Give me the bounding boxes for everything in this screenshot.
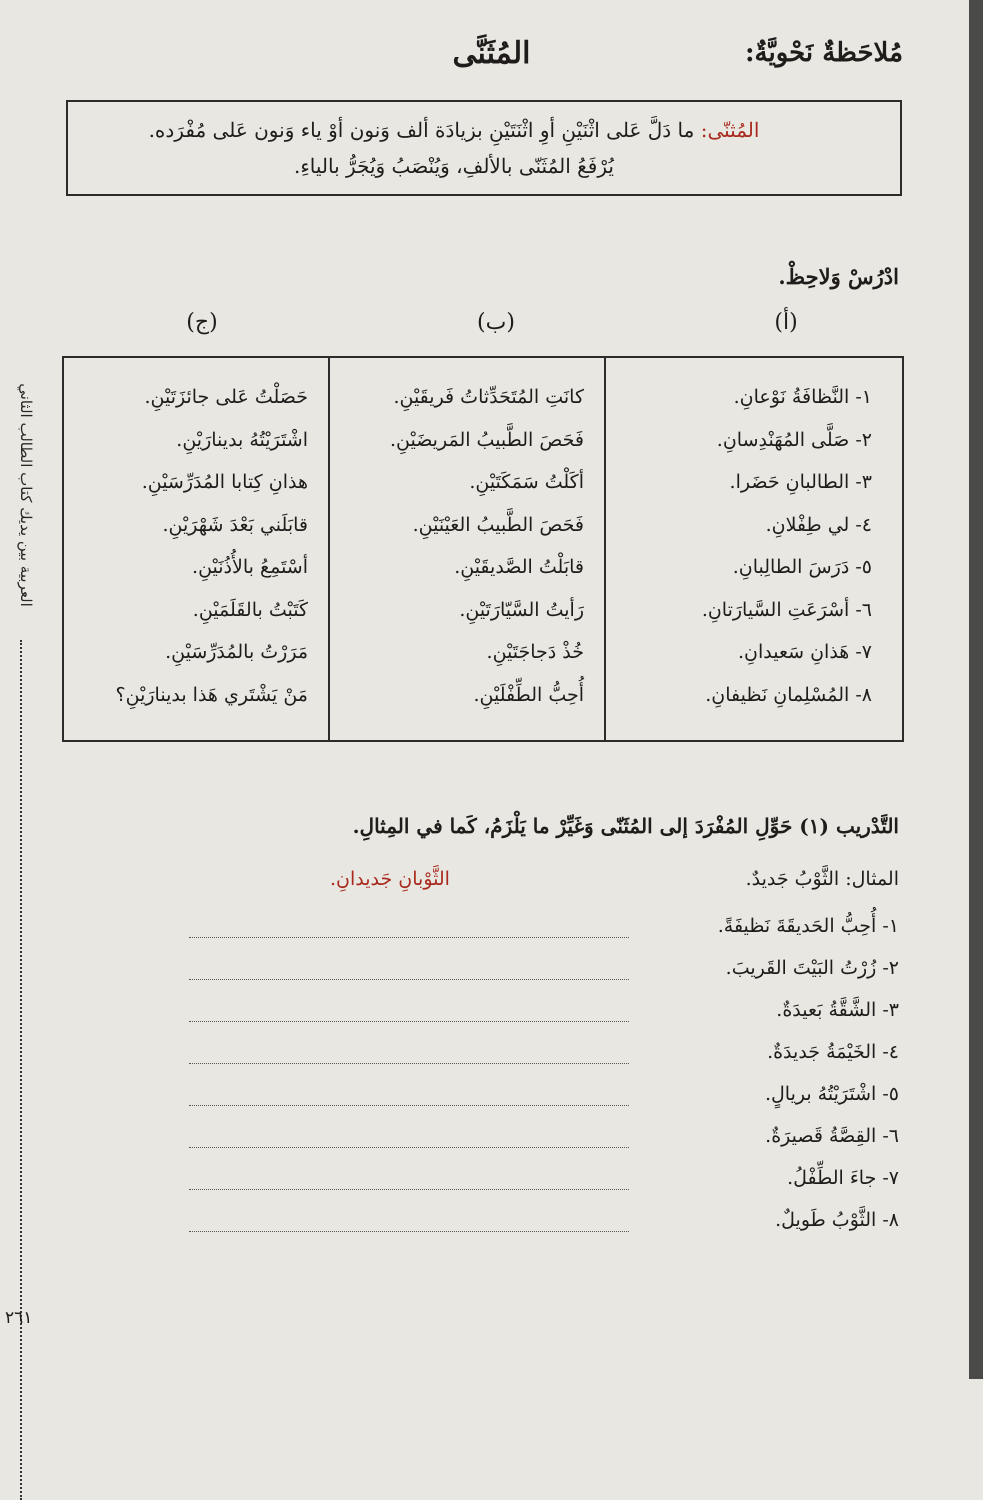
list-item: أكَلْتُ سَمَكَتَيْنِ. (469, 471, 584, 493)
column-c-header: (ج) (186, 310, 218, 335)
list-item: مَرَرْتُ بالمُدَرِّسَيْنِ. (165, 641, 308, 663)
list-item: ٤- لي طِفْلانِ. (765, 513, 872, 536)
answer-line[interactable] (189, 1167, 629, 1190)
list-item: كَتَبْتُ بالقَلَمَيْنِ. (192, 598, 308, 621)
side-strip (0, 220, 42, 1300)
study-label: ادْرُسْ وَلاحِظْ. (778, 264, 899, 289)
example-answer: الثَّوْبانِ جَديدانِ. (330, 868, 450, 890)
list-item: ٧- هَذانِ سَعيدانِ. (737, 641, 872, 663)
list-item: ٢- صَلَّى المُهَنْدِسانِ. (716, 428, 872, 451)
rule-line-1 (88, 112, 820, 148)
exercise-row (159, 906, 899, 946)
column-b-header: (ب) (477, 310, 515, 335)
exercise-item: ٧- جاءَ الطِّفْلُ. (787, 1167, 899, 1189)
list-item: اشْتَرَيْتُهُ بدينارَيْنِ. (176, 428, 308, 451)
rule-line-2: يُرْفَعُ المُثَنّى بالألفِ، وَيُنْصَبُ وَيُجَرُّ بالياءِ. (294, 154, 614, 178)
rule-term: المُثنّى: (700, 118, 760, 142)
list-item: أسْتَمِعُ بالأُذُنَيْنِ. (192, 556, 308, 578)
exercise-row (159, 1158, 899, 1198)
list-item: كانَتِ المُتَحَدِّثاتُ فَريقَيْنِ. (393, 386, 584, 408)
column-a (606, 358, 902, 740)
examples-table (62, 356, 904, 742)
exercise-item: ٨- الثَّوْبُ طَويلٌ. (775, 1209, 899, 1231)
list-item: خُذْ دَجاجَتَيْنِ. (486, 641, 584, 663)
list-item: حَصَلْتُ عَلى جائزَتَيْنِ. (144, 386, 308, 408)
list-item: ٣- الطالبانِ حَضَرا. (729, 471, 872, 493)
list-item: ٥- دَرَسَ الطالِبانِ. (732, 556, 872, 578)
list-item: ٨- المُسْلِمانِ نَظيفانِ. (705, 683, 872, 706)
exercise-title: التَّدْريب (١) حَوِّلِ المُفْرَدَ إلى المُثَنّى وَغَيِّرْ ما يَلْزَمُ، كَما في المِثالِ. (352, 814, 899, 838)
list-item: قابَلْتُ الصَّديقَيْنِ. (454, 556, 584, 578)
list-item: ١- النَّظافَةُ نَوْعانِ. (733, 386, 872, 408)
answer-line[interactable] (189, 1125, 629, 1148)
exercise-item: ١- أُحِبُّ الحَديقَةَ نَظيفَةً. (717, 915, 899, 937)
answer-line[interactable] (189, 915, 629, 938)
list-item: هذانِ كِتابا المُدَرِّسَيْنِ. (141, 471, 308, 493)
exercise-row (159, 990, 899, 1030)
column-c (64, 358, 330, 740)
answer-line[interactable] (189, 1041, 629, 1064)
list-item: أُحِبُّ الطِّفْلَيْنِ. (473, 683, 584, 706)
side-divider (20, 640, 22, 1500)
grammar-note-label: مُلاحَظةٌ نَحْويَّةٌ: (744, 38, 903, 68)
page-title: المُثَنَّى (452, 36, 531, 71)
list-item: فَحَصَ الطَّبيبُ المَريضَيْنِ. (389, 428, 584, 451)
page-number: ٢٦١ (5, 1308, 33, 1328)
exercise-row (159, 1200, 899, 1240)
exercise-item: ٤- الخَيْمَةُ جَديدَةٌ. (767, 1041, 899, 1063)
list-item: مَنْ يَشْتَري هَذا بدينارَيْنِ؟ (115, 683, 308, 706)
list-item: قابَلَني بَعْدَ شَهْرَيْنِ. (162, 513, 308, 536)
exercise-row (159, 1074, 899, 1114)
page-edge (969, 0, 983, 1379)
example-label: المثال: الثَّوْبُ جَديدٌ. (745, 868, 899, 890)
answer-line[interactable] (189, 1083, 629, 1106)
exercise-item: ٢- زُرْتُ البَيْتَ القَريبَ. (725, 957, 899, 979)
exercise-item: ٦- القِصَّةُ قَصيرَةٌ. (765, 1125, 899, 1147)
exercise-row (159, 1116, 899, 1156)
column-b (330, 358, 606, 740)
exercise-item: ٣- الشَّقَّةُ بَعيدَةٌ. (776, 999, 899, 1021)
list-item: فَحَصَ الطَّبيبُ العَيْنَيْنِ. (412, 513, 584, 536)
answer-line[interactable] (189, 957, 629, 980)
rule-box (66, 100, 902, 196)
answer-line[interactable] (189, 999, 629, 1022)
list-item: رَأيتُ السَّيّارَتَيْنِ. (459, 598, 584, 621)
column-a-header: (أ) (774, 310, 798, 335)
exercise-item: ٥- اشْتَرَيْتُهُ بريالٍ. (764, 1083, 899, 1105)
exercise-row (159, 948, 899, 988)
rule-definition: ما دَلَّ عَلى اثْنَيْنِ أوِ اثْنَتَيْنِ بزيادَة ألف وَنون أوْ ياء وَنون عَلى مُفْرَده. (148, 118, 701, 142)
exercise-row (159, 1032, 899, 1072)
answer-line[interactable] (189, 1209, 629, 1232)
book-title: العربية بين يديك كتاب الطالب الثاني (17, 383, 35, 607)
list-item: ٦- أسْرَعَتِ السَّيارَتانِ. (701, 598, 872, 621)
